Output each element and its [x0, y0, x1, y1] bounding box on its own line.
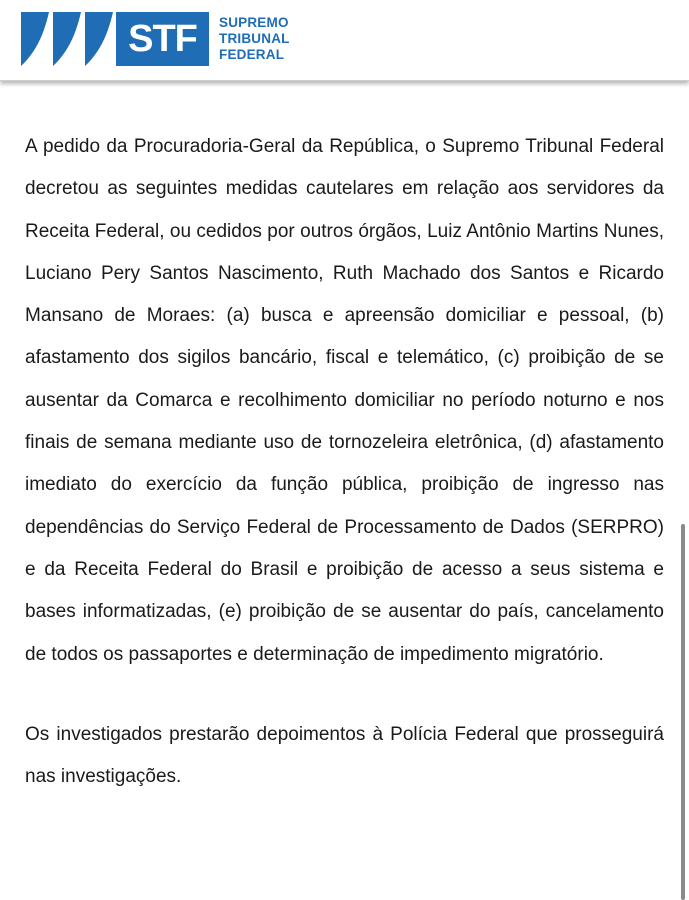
logo-line-1: SUPREMO: [219, 15, 289, 30]
paragraph-measures: A pedido da Procuradoria-Geral da República, o Supremo Tribunal Federal decretou as seguintes medidas cautelares em relação aos servidores da Receita Federal, ou cedidos por outros órgãos, Luiz Antônio Martins Nunes, Luciano Pery Santos Nascimento, Ruth Machado dos Santos e Ricardo Mansano de Moraes: (a) busca e apreensão domiciliar e pessoal, (b) afastamento dos sigilos bancário, fiscal e telemático, (c) proibição de se ausentar da Comarca e recolhimento domiciliar no período noturno e nos finais de semana mediante uso de tornozeleira eletrônica, (d) afastamento imediato do exercício da função pública, proibição de ingresso nas dependências do Serviço Federal de Processamento de Dados (SERPRO) e da Receita Federal do Brasil e proibição de acesso a seus sistema e bases informatizadas, (e) proibição de se ausentar do país, cancelamento de todos os passaportes e determinação de impedimento migratório.: [25, 136, 664, 665]
logo-abbreviation: STF: [116, 12, 209, 66]
logo-line-3: FEDERAL: [219, 47, 285, 62]
article-body: [25, 126, 664, 798]
stf-logo[interactable]: [18, 12, 290, 66]
logo-line-2: TRIBUNAL: [219, 31, 290, 46]
paragraph-testimony: Os investigados prestarão depoimentos à Polícia Federal que prosseguirá nas investigações.: [25, 723, 664, 788]
site-header: [0, 0, 689, 81]
stf-columns-logo-icon: [18, 12, 114, 66]
vertical-scrollbar[interactable]: [681, 524, 685, 900]
logo-wordmark: [219, 15, 290, 63]
